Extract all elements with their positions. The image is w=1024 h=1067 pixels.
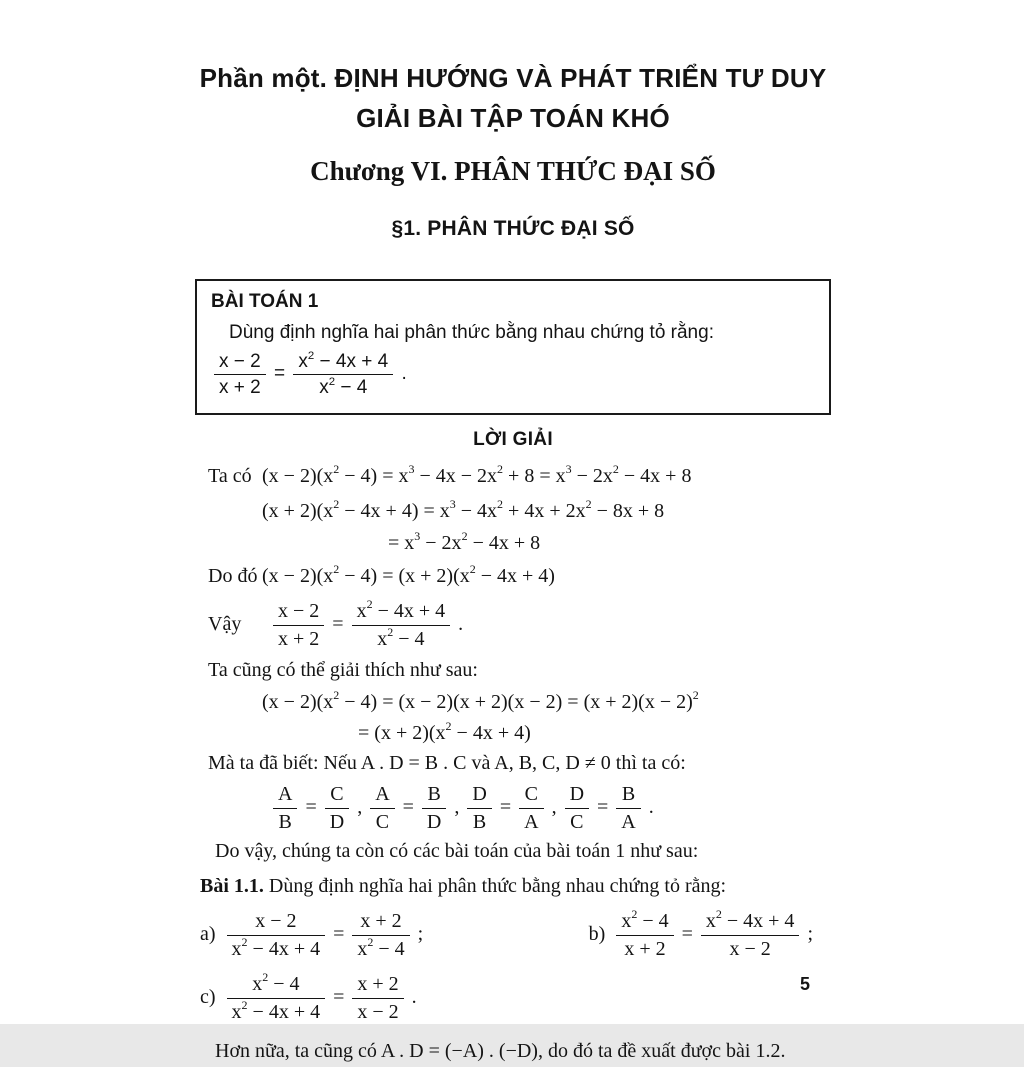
solution-line-6 (195, 686, 831, 719)
problem-box (195, 279, 831, 415)
solution-line-8 (195, 779, 831, 837)
solution-line-5-label: Vậy (208, 613, 242, 636)
chapter-title: Chương VI. PHÂN THỨC ĐẠI SỐ (310, 156, 716, 186)
part-title-line2: GIẢI BÀI TẬP TOÁN KHÓ (356, 103, 670, 133)
solution-line-8-math: $\frac{A}{B}$ = $\frac{C}{D}$ , $\frac{A}{C}$ = $\frac{B}{D}$ , $\frac{D}{B}$ = $\frac{C}{A}$ , $\frac{D}{C}$ = $\frac{B}{A}$ . (270, 782, 654, 833)
solution-paragraph-1: Ta cũng có thể giải thích như sau: (208, 659, 478, 682)
exercise-item-b (589, 909, 813, 960)
solution-line-6-math: $(x - 2)(x^2 - 4) = (x - 2)(x + 2)(x - 2) = (x + 2)(x - 2)^2$ (262, 687, 699, 713)
solution-line-7-math: = $(x + 2)(x^2 - 4x + 4)$ (358, 719, 531, 745)
exercise-item-a-label: a) (200, 923, 216, 946)
exercise-closing-note: Hơn nữa, ta cũng có A . D = (−A) . (−D), do đó ta đề xuất được bài 1.2. (215, 1040, 786, 1063)
solution-line-1-math: $(x - 2)(x^2 - 4) = x^3 - 4x - 2x^2 + 8 = x^3 - 2x^2 - 4x + 8$ (262, 461, 692, 487)
exercise-item-b-math: $\frac{x^2 - 4}{x + 2}$ = $\frac{x^2 - 4x + 4}{x - 2}$ ; (613, 909, 813, 960)
exercise-1-1-statement: Dùng định nghĩa hai phân thức bằng nhau chứng tỏ rằng: (263, 875, 727, 898)
exercise-item-c-math: $\frac{x^2 - 4}{x^2 - 4x + 4}$ = $\frac{x + 2}{x - 2}$ . (224, 972, 417, 1023)
part-title-line1: Phần một. ĐỊNH HƯỚNG VÀ PHÁT TRIỂN TƯ DUY (199, 63, 827, 93)
exercise-item-b-label: b) (588, 923, 606, 946)
solution-line-4-math: $(x - 2)(x^2 - 4) = (x + 2)(x^2 - 4x + 4)$ (262, 561, 555, 587)
exercise-items-row-ab (195, 903, 831, 967)
solution-line-5 (195, 594, 831, 656)
solution-line-5-math: $\frac{x - 2}{x + 2}$ = $\frac{x^2 - 4x + 4}{x^2 - 4}$ . (270, 599, 463, 650)
exercise-item-a-math: $\frac{x - 2}{x^2 - 4x + 4}$ = $\frac{x + 2}{x^2 - 4}$ ; (224, 909, 424, 960)
solution-line-3 (195, 529, 831, 559)
problem-box-statement: Dùng định nghĩa hai phân thức bằng nhau chứng tỏ rằng: (229, 322, 714, 343)
exercise-item-c (200, 972, 417, 1023)
section-title: §1. PHÂN THỨC ĐẠI SỐ (391, 217, 635, 240)
solution-line-4-label: Do đó (208, 564, 258, 587)
exercise-item-a (200, 909, 423, 960)
problem-box-equation: $\frac{x - 2}{x + 2}$ = $\frac{x^2 - 4x + 4}{x^2 - 4}$ . (211, 350, 407, 399)
solution-line-2 (195, 494, 831, 529)
page-number: 5 (800, 974, 811, 994)
exercise-items-row-c (195, 967, 831, 1029)
solution-heading: LỜI GIẢI (473, 428, 553, 450)
part-title (195, 58, 831, 138)
page-content (195, 58, 831, 1067)
solution-line-7 (195, 719, 831, 749)
solution-paragraph-2: Mà ta đã biết: Nếu A . D = B . C và A, B, C, D ≠ 0 thì ta có: (208, 752, 686, 775)
solution-line-3-math: = $x^3 - 2x^2 - 4x + 8$ (388, 529, 541, 555)
problem-box-title: BÀI TOÁN 1 (211, 291, 319, 312)
solution-line-2-math: $(x + 2)(x^2 - 4x + 4) = x^3 - 4x^2 + 4x + 2x^2 - 8x + 8$ (262, 496, 665, 522)
solution-paragraph-3: Do vậy, chúng ta còn có các bài toán của bài toán 1 như sau: (215, 840, 699, 863)
solution-line-4 (195, 559, 831, 594)
solution-line-1-label: Ta có (208, 464, 252, 487)
exercise-1-1-statement-line (195, 871, 831, 903)
solution-line-1 (195, 459, 831, 494)
exercise-1-1-label: Bài 1.1. (200, 875, 264, 898)
exercise-item-c-label: c) (200, 986, 216, 1009)
